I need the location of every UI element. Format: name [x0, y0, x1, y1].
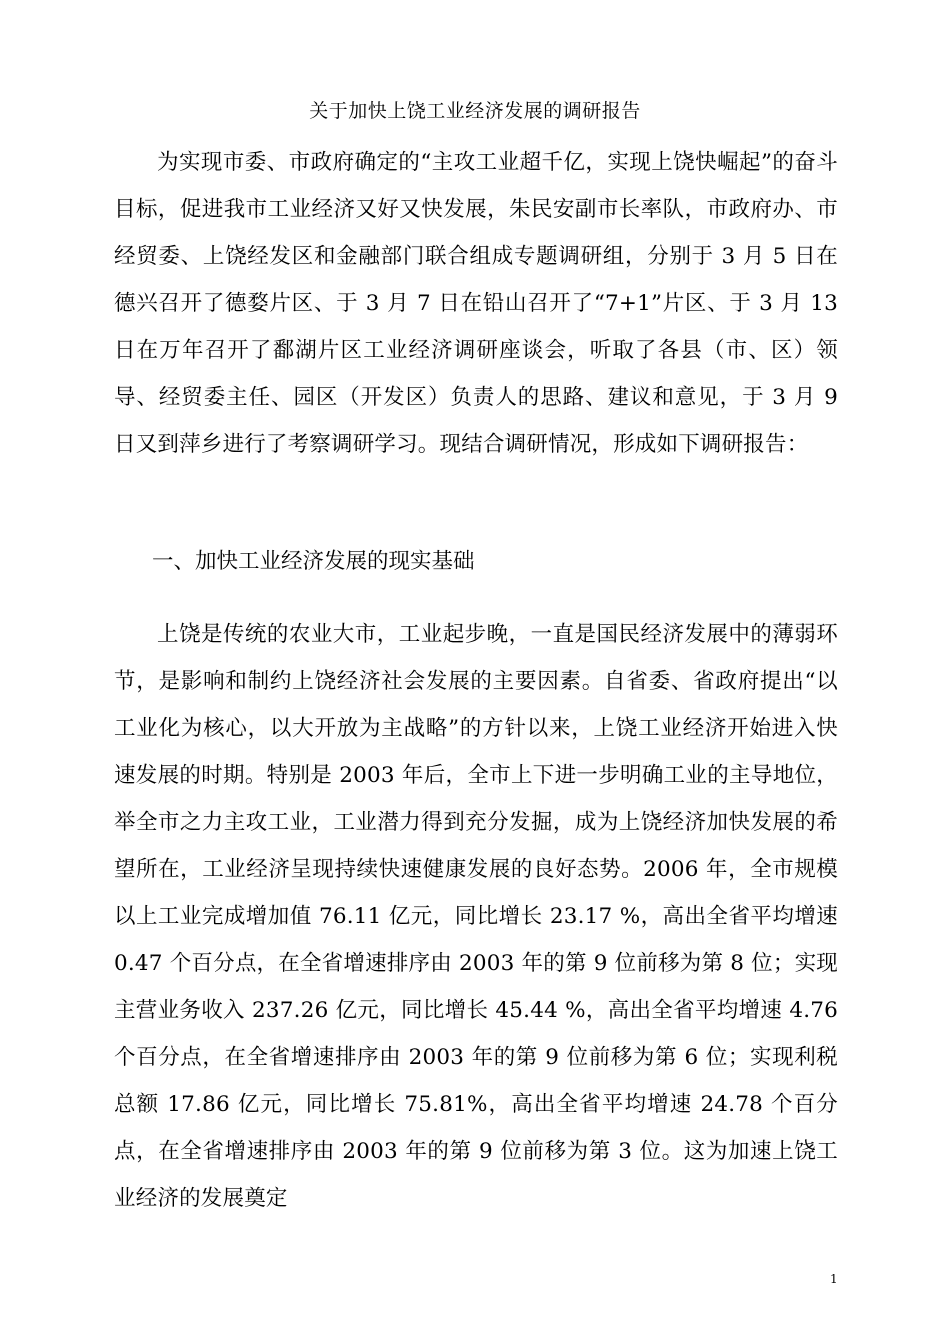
document-title: 关于加快上饶工业经济发展的调研报告 — [309, 100, 641, 122]
section-paragraph: 上饶是传统的农业大市，工业起步晚，一直是国民经济发展中的薄弱环节，是影响和制约上饶经济社会发展的主要因素。自省委、省政府提出“以工业化为核心，以大开放为主战略”的方针以来，上饶工业经济开始进入快速发展的时期。特别是 2003 年后，全市上下进一步明确工业的主导地位，举全市之力主攻工业，工业潜力得到充分发掘，成为上饶经济加快发展的希望所在，工业经济呈现持续快速健康发展的良好态势。2006 年，全市规模以上工业完成增加值 76.11 亿元，同比增长 23.17 %，高出全省平均增速 0.47 个百分点，在全省增速排序由 2003 年的第 9 位前移为第 8 位；实现主营业务收入 237.26 亿元，同比增长 45.44 %，高出全省平均增速 4.76 个百分点，在全省增速排序由 2003 年的第 9 位前移为第 6 位；实现利税总额 17.86 亿元，同比增长 75.81%，高出全省平均增速 24.78 个百分点，在全省增速排序由 2003 年的第 9 位前移为第 3 位。这为加速上饶工业经济的发展奠定 — [114, 622, 838, 1211]
page-number: 1 — [830, 1272, 838, 1286]
intro-paragraph: 为实现市委、市政府确定的“主攻工业超千亿，实现上饶快崛起”的奋斗目标，促进我市工业经济又好又快发展，朱民安副市长率队，市政府办、市经贸委、上饶经发区和金融部门联合组成专题调研组，分别于 3 月 5 日在德兴召开了德婺片区、于 3 月 7 日在铅山召开了“7+1”片区、于 3 月 13 日在万年召开了鄱湖片区工业经济调研座谈会，听取了各县（市、区）领导、经贸委主任、园区（开发区）负责人的思路、建议和意见，于 3 月 9 日又到萍乡进行了考察调研学习。现结合调研情况，形成如下调研报告： — [114, 150, 838, 457]
section-heading: 一、加快工业经济发展的现实基础 — [152, 549, 475, 574]
